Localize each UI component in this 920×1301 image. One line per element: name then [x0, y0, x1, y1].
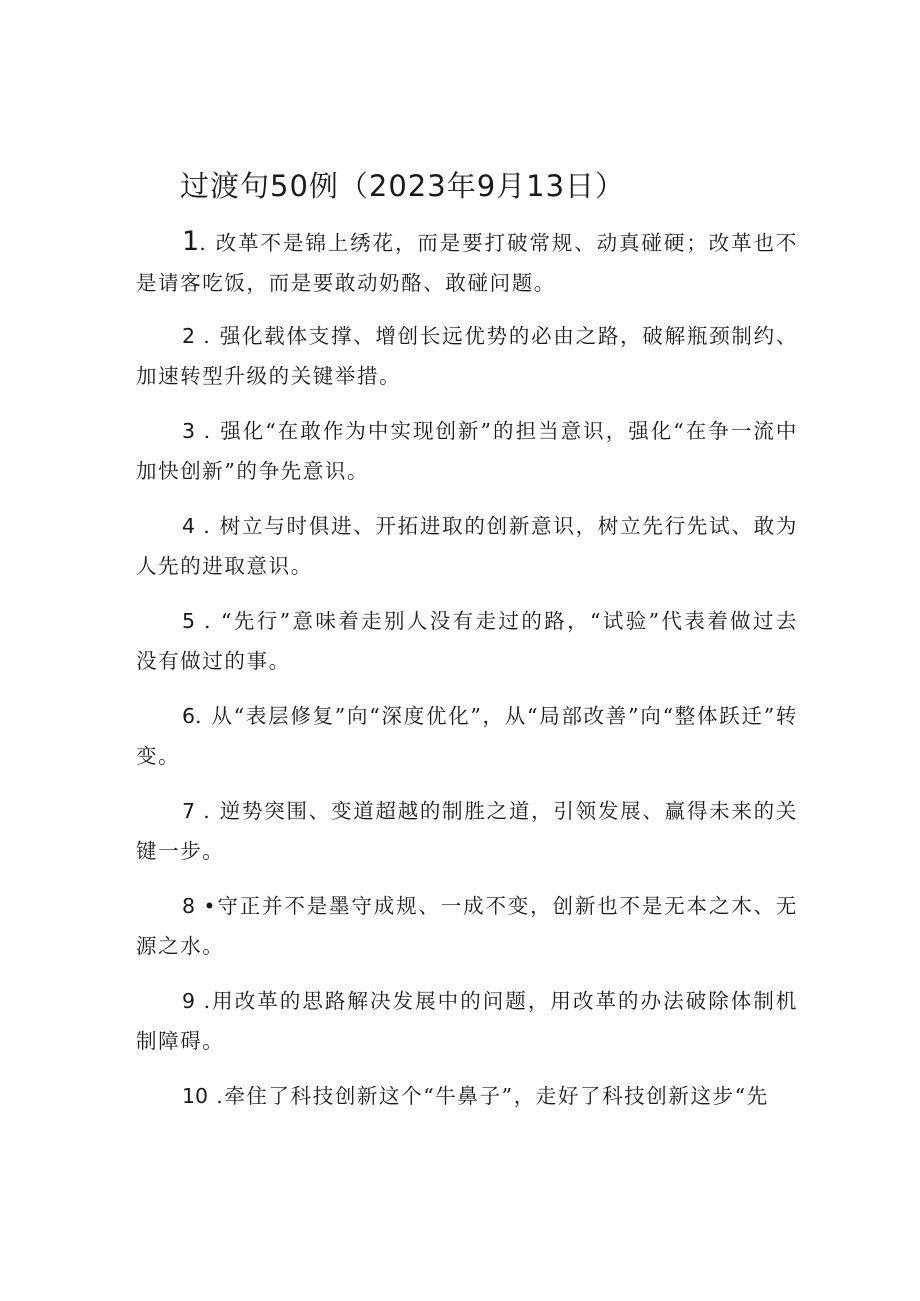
list-item — [136, 222, 798, 301]
document-title: 过渡句50例（2023年9月13日） — [180, 169, 626, 203]
item-number: 5 — [182, 609, 196, 633]
list-item — [136, 982, 798, 1061]
item-text: “先行”意味着走别人没有走过的路，“试验”代表着做过去没有做过的事。 — [136, 609, 798, 673]
item-text: 强化“在敢作为中实现创新”的担当意识，强化“在争一流中加快创新”的争先意识。 — [136, 419, 798, 483]
list-item — [136, 412, 798, 491]
item-number: 6 — [182, 704, 196, 728]
item-text: 守正并不是墨守成规、一成不变，创新也不是无本之木、无源之水。 — [136, 894, 798, 958]
item-separator: . — [195, 419, 221, 443]
item-text: 树立与时俱进、开拓进取的创新意识，树立先行先试、敢为人先的进取意识。 — [136, 514, 798, 578]
item-number: 8 — [182, 894, 196, 918]
item-separator: . — [195, 514, 220, 538]
list-item — [136, 1077, 798, 1156]
list-item — [136, 507, 798, 586]
item-number: 7 — [182, 799, 196, 823]
item-text: 逆势突围、变道超越的制胜之道，引领发展、赢得未来的关键一步。 — [136, 799, 798, 863]
item-text: 从“表层修复”向“深度优化”，从“局部改善”向“整体跃迁”转变。 — [136, 704, 798, 768]
item-number: 2 — [182, 324, 196, 348]
item-number: 4 — [182, 514, 196, 538]
item-separator: . — [195, 609, 221, 633]
item-separator: . — [195, 799, 220, 823]
item-text: 用改革的思路解决发展中的问题，用改革的办法破除体制机制障碍。 — [136, 989, 798, 1053]
item-separator: . — [195, 324, 220, 348]
item-number: 1 — [182, 226, 200, 257]
item-separator: . — [199, 231, 216, 255]
list-item — [136, 792, 798, 871]
list-item — [136, 697, 798, 776]
list-item — [136, 317, 798, 396]
item-text: 牵住了科技创新这个“牛鼻子”，走好了科技创新这步“先 — [224, 1084, 769, 1108]
list-item — [136, 887, 798, 966]
item-separator: . — [195, 704, 212, 728]
sentence-list — [136, 222, 798, 1172]
item-separator: . — [195, 989, 212, 1013]
item-text: 改革不是锦上绣花，而是要打破常规、动真碰硬；改革也不是请客吃饭，而是要敢动奶酪、敢碰问题。 — [136, 231, 798, 295]
item-number: 9 — [182, 989, 196, 1013]
item-number: 10 — [182, 1084, 209, 1108]
item-number: 3 — [182, 419, 196, 443]
list-item — [136, 602, 798, 681]
item-separator: . — [208, 1084, 225, 1108]
item-text: 强化载体支撑、增创长远优势的必由之路，破解瓶颈制约、加速转型升级的关键举措。 — [136, 324, 798, 388]
item-separator: • — [195, 894, 218, 918]
